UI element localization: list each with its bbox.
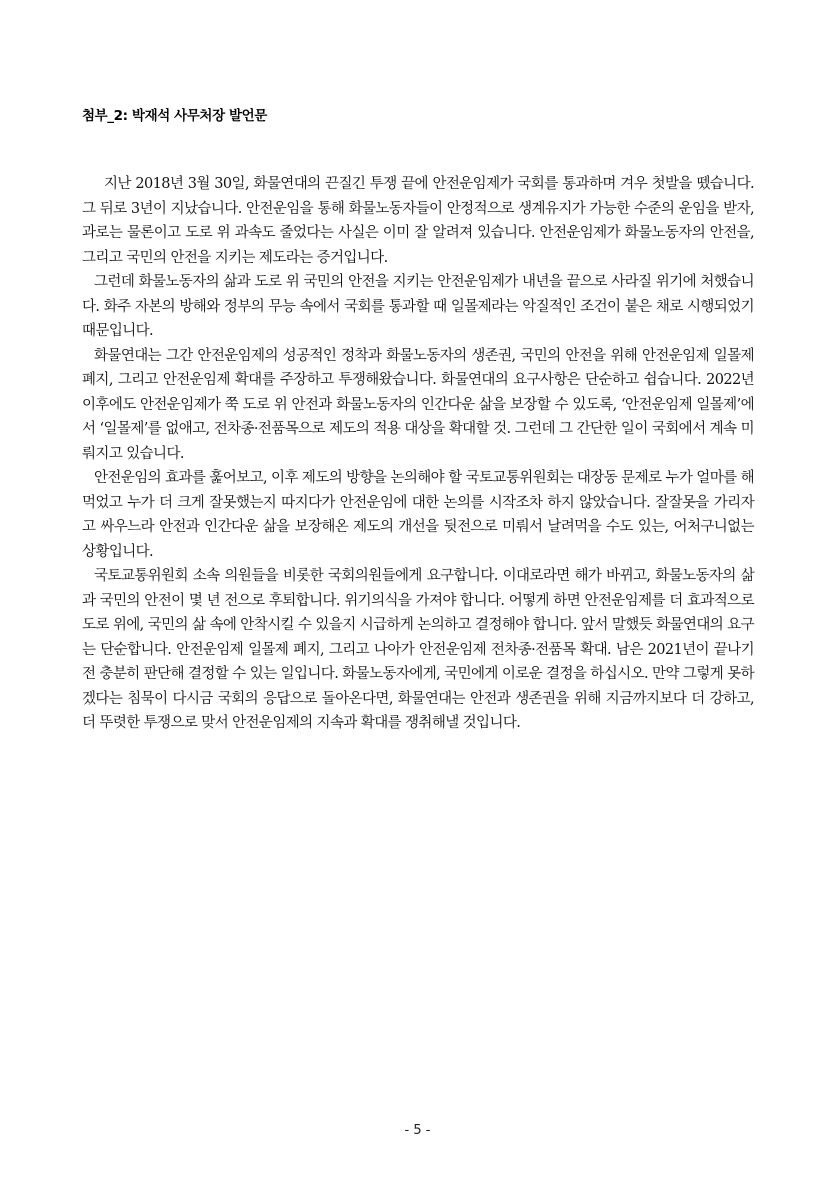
speech-body: [82, 172, 754, 736]
page-number: - 5 -: [404, 1123, 431, 1138]
attachment-heading: 첨부_2: 박재석 사무처장 발언문: [82, 108, 267, 124]
paragraph-1: 지난 2018년 3월 30일, 화물연대의 끈질긴 투쟁 끝에 안전운임제가 국회를 통과하며 겨우 첫발을 뗐습니다. 그 뒤로 3년이 지났습니다. 안전운임을 통해 화물노동자들이 안정적으로 생계유지가 가능한 수준의 운임을 받자, 과로는 물론이고 도로 위 과속도 줄었다는 사실은 이미 잘 알려져 있습니다. 안전운임제가 화물노동자의 안전을, 그리고 국민의 안전을 지키는 제도라는 증거입니다.: [82, 176, 754, 266]
paragraph-4: 안전운임의 효과를 훑어보고, 이후 제도의 방향을 논의해야 할 국토교통위원회는 대장동 문제로 누가 얼마를 해먹었고 누가 더 크게 잘못했는지 따지다가 안전운임에 대한 논의를 시작조차 하지 않았습니다. 잘잘못을 가리자고 싸우느라 안전과 인간다운 삶을 보장해온 제도의 개선을 뒷전으로 미뤄서 날려먹을 수도 있는, 어처구니없는 상황입니다.: [82, 470, 754, 560]
paragraph-2: 그런데 화물노동자의 삶과 도로 위 국민의 안전을 지키는 안전운임제가 내년을 끝으로 사라질 위기에 처했습니다. 화주 자본의 방해와 정부의 무능 속에서 국회를 통과할 때 일몰제라는 악질적인 조건이 붙은 채로 시행되었기 때문입니다.: [82, 274, 754, 339]
paragraph-3: 화물연대는 그간 안전운임제의 성공적인 정착과 화물노동자의 생존권, 국민의 안전을 위해 안전운임제 일몰제 폐지, 그리고 안전운임제 확대를 주장하고 투쟁해왔습니다. 화물연대의 요구사항은 단순하고 쉽습니다. 2022년 이후에도 안전운임제가 쭉 도로 위 안전과 화물노동자의 인간다운 삶을 보장할 수 있도록, ‘안전운임제 일몰제’에서 ‘일몰제’를 없애고, 전차종·전품목으로 제도의 적용 대상을 확대할 것. 그런데 그 간단한 일이 국회에서 계속 미뤄지고 있습니다.: [82, 347, 754, 462]
paragraph-5: 국토교통위원회 소속 의원들을 비롯한 국회의원들에게 요구합니다. 이대로라면 해가 바뀌고, 화물노동자의 삶과 국민의 안전이 몇 년 전으로 후퇴합니다. 위기의식을 가져야 합니다. 어떻게 하면 안전운임제를 더 효과적으로 도로 위에, 국민의 삶 속에 안착시킬 수 있을지 시급하게 논의하고 결정해야 합니다. 앞서 말했듯 화물연대의 요구는 단순합니다. 안전운임제 일몰제 폐지, 그리고 나아가 안전운임제 전차종·전품목 확대. 남은 2021년이 끝나기 전 충분히 판단해 결정할 수 있는 일입니다. 화물노동자에게, 국민에게 이로운 결정을 하십시오. 만약 그렇게 못하겠다는 침묵이 다시금 국회의 응답으로 돌아온다면, 화물연대는 안전과 생존권을 위해 지금까지보다 더 강하고, 더 뚜렷한 투쟁으로 맞서 안전운임제의 지속과 확대를 쟁취해낼 것입니다.: [82, 568, 754, 731]
